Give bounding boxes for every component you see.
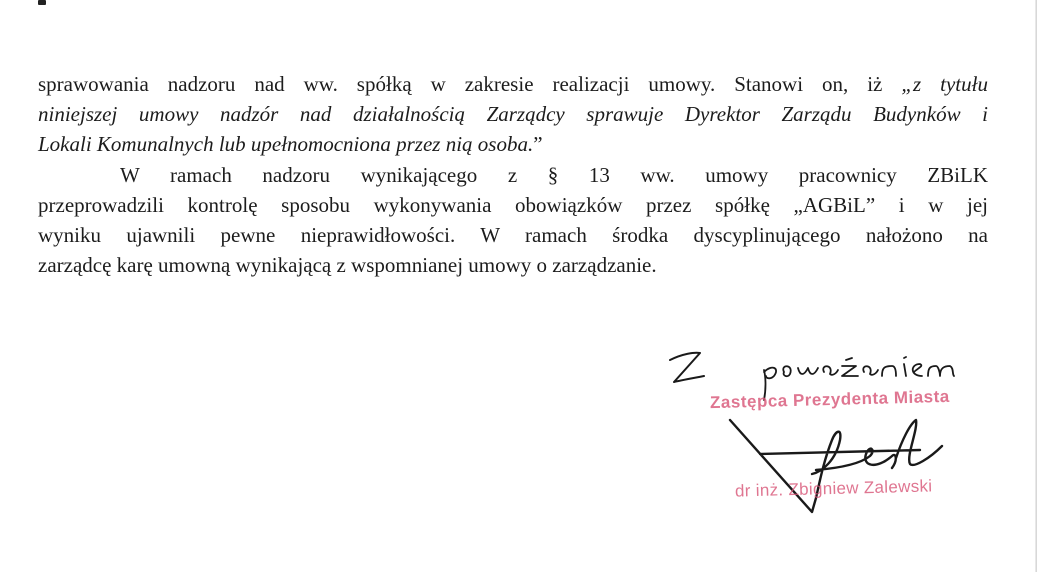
stamp-name: dr inż. Zbigniew Zalewski <box>734 476 933 501</box>
text-run: sprawowania nadzoru nad ww. spółką w zakresie realizacji umowy. Stanowi on, iż <box>38 72 902 96</box>
paragraph-2 <box>38 160 988 280</box>
paragraph-2-line-4: zarządcę karę umowną wynikającą z wspomnianej umowy o zarządzanie. <box>38 253 657 277</box>
quote-run: „z tytułu <box>901 72 988 96</box>
quote-close: ” <box>533 132 543 156</box>
letter-body <box>38 69 988 281</box>
paragraph-2-line-1: W ramach nadzoru wynikającego z § 13 ww. umowy pracownicy ZBiLK <box>120 163 988 187</box>
paragraph-1-line-1 <box>38 69 988 99</box>
stamp-title: Zastępca Prezydenta Miasta <box>709 386 950 413</box>
signature <box>720 400 960 530</box>
paragraph-2-line-2: przeprowadzili kontrolę sposobu wykonywania obowiązków przez spółkę „AGBiL” i w jej <box>38 193 988 217</box>
quote-run: Lokali Komunalnych lub upełnomocniona przez nią osoba. <box>38 132 534 156</box>
paragraph-2-line-3: wyniku ujawnili pewne nieprawidłowości. W ramach środka dyscyplinującego nałożono na <box>38 223 988 247</box>
scan-artifact <box>38 0 46 5</box>
paragraph-1-line-3 <box>38 129 988 159</box>
paragraph-1 <box>38 69 988 159</box>
paragraph-1-line-2: niniejszej umowy nadzór nad działalnością Zarządcy sprawuje Dyrektor Zarządu Budynków i <box>38 102 988 126</box>
